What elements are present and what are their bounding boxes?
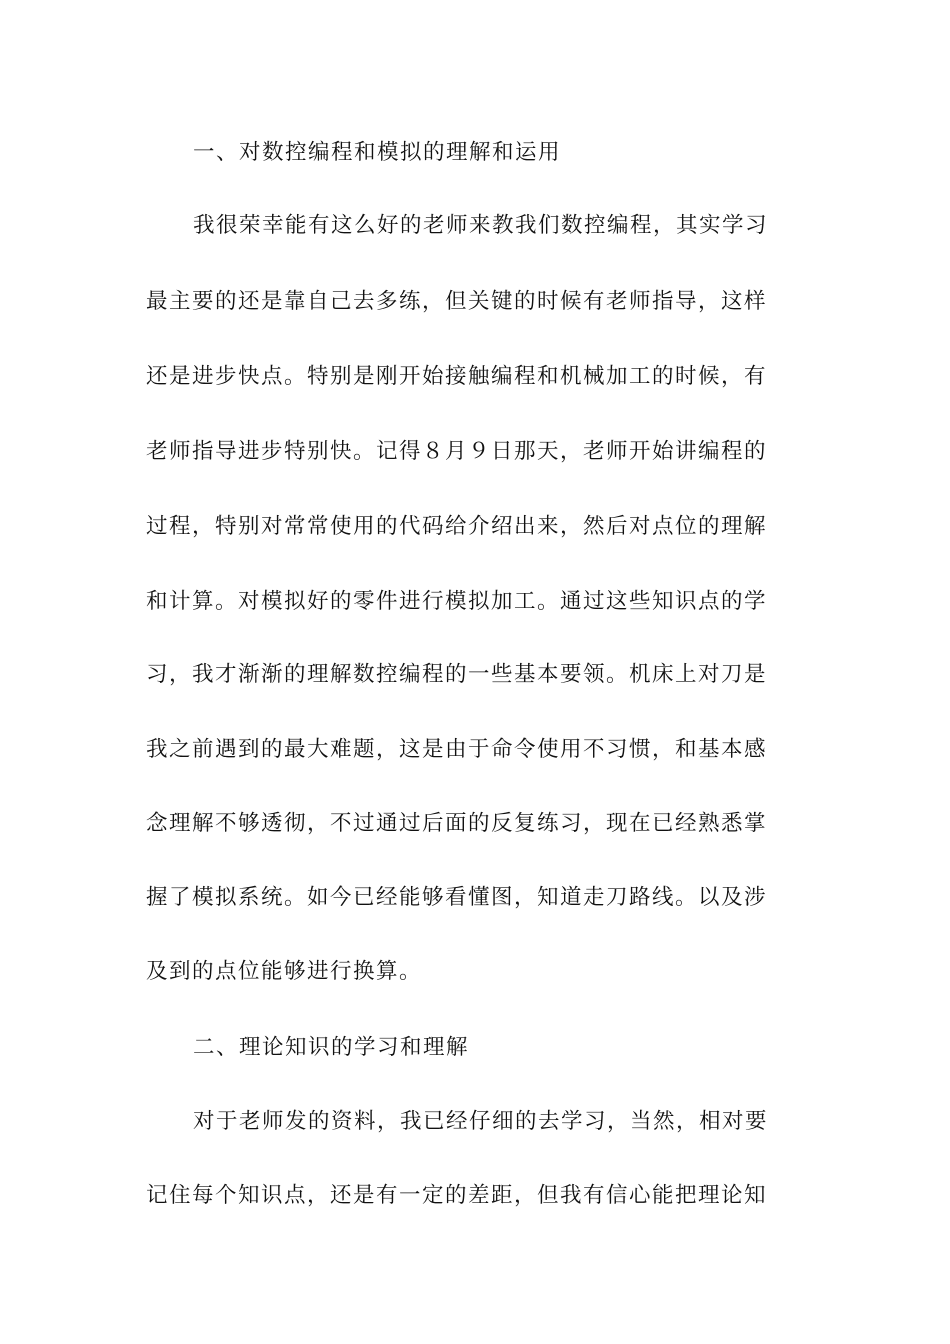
paragraph-line: 还是进步快点。特别是刚开始接触编程和机械加工的时候，有 xyxy=(146,364,768,389)
paragraph-line: 最主要的还是靠自己去多练，但关键的时候有老师指导，这样 xyxy=(146,289,768,314)
section-heading: 二、理论知识的学习和理解 xyxy=(193,1035,470,1060)
paragraph-line: 对于老师发的资料，我已经仔细的去学习，当然，相对要 xyxy=(193,1109,769,1134)
paragraph-line: 我很荣幸能有这么好的老师来教我们数控编程，其实学习 xyxy=(193,213,769,238)
paragraph-line: 记住每个知识点，还是有一定的差距，但我有信心能把理论知 xyxy=(146,1183,768,1208)
paragraph-line: 念理解不够透彻，不过通过后面的反复练习，现在已经熟悉掌 xyxy=(146,811,768,836)
paragraph-line: 和计算。对模拟好的零件进行模拟加工。通过这些知识点的学 xyxy=(146,589,768,614)
paragraph-line: 老师指导进步特别快。记得８月９日那天，老师开始讲编程的 xyxy=(146,439,768,464)
section-heading: 一、对数控编程和模拟的理解和运用 xyxy=(193,140,562,165)
paragraph-line: 及到的点位能够进行换算。 xyxy=(146,959,423,984)
paragraph-line: 我之前遇到的最大难题，这是由于命令使用不习惯，和基本感 xyxy=(146,737,768,762)
paragraph-line: 过程，特别对常常使用的代码给介绍出来，然后对点位的理解 xyxy=(146,514,768,539)
paragraph-line: 握了模拟系统。如今已经能够看懂图，知道走刀路线。以及涉 xyxy=(146,885,768,910)
paragraph-line: 习，我才渐渐的理解数控编程的一些基本要领。机床上对刀是 xyxy=(146,662,768,687)
